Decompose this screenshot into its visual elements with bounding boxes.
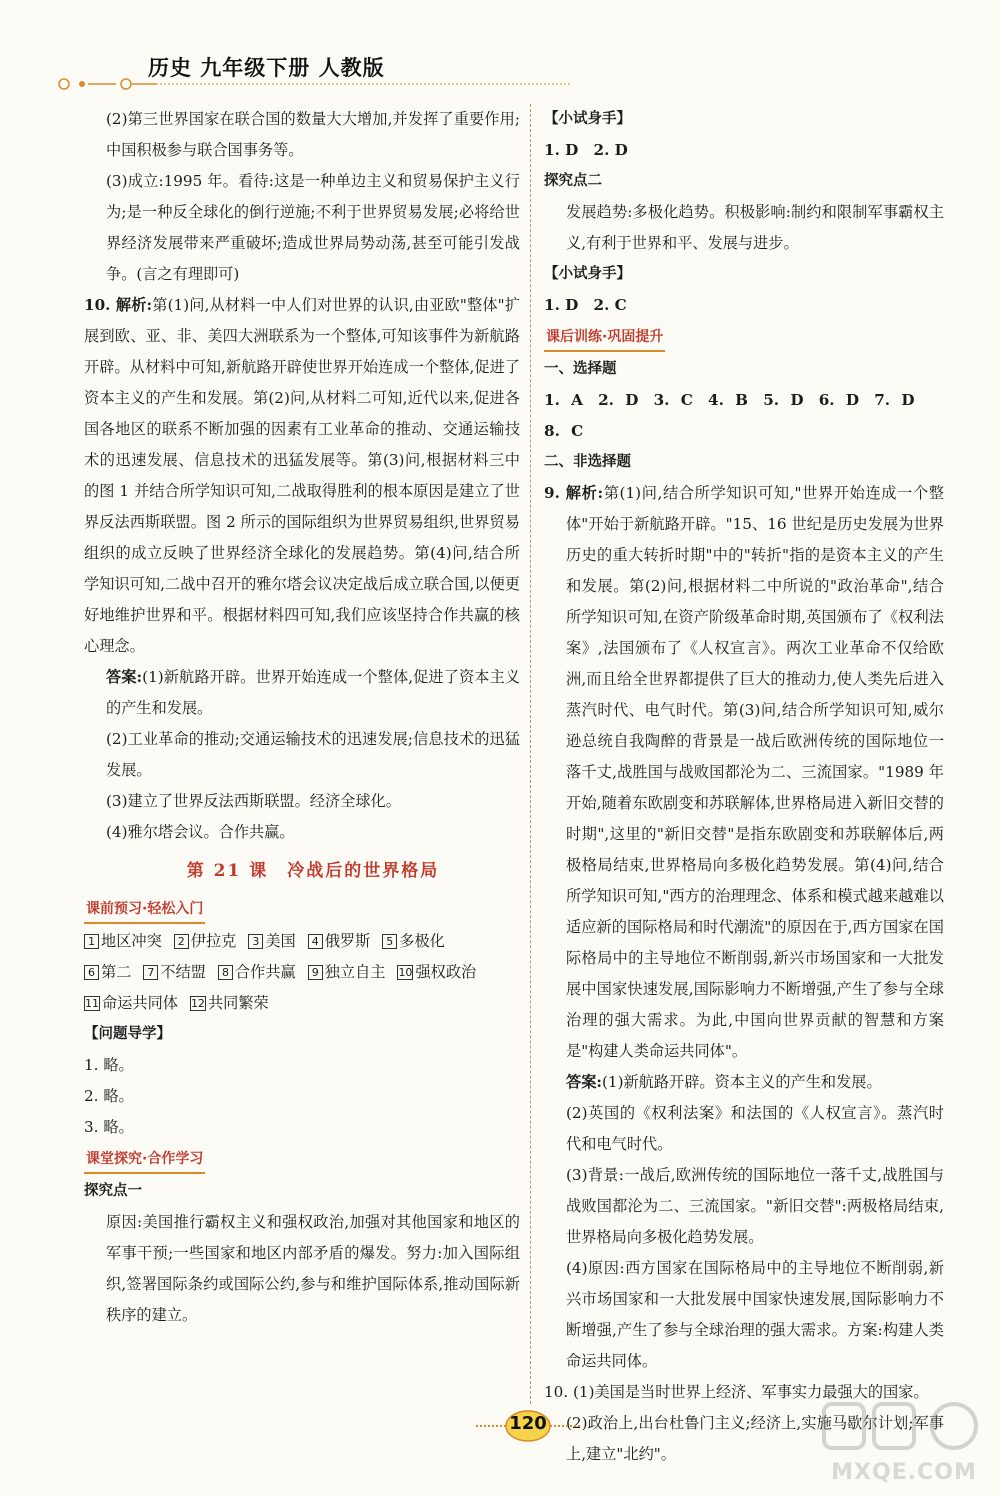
question-9-analysis bbox=[544, 478, 944, 1067]
analysis-label: 9. 解析: bbox=[544, 484, 604, 502]
keyword-text: 第二 bbox=[101, 963, 132, 981]
keyword-number: 3 bbox=[248, 934, 263, 949]
keyword-item bbox=[308, 926, 371, 957]
answer-line: (2)英国的《权利法案》和法国的《人权宣言》。蒸汽时代和电气时代。 bbox=[566, 1104, 944, 1153]
keyword-text: 美国 bbox=[265, 932, 296, 950]
guide-item: 1. 略。 bbox=[84, 1056, 134, 1074]
section-heading: 二、非选择题 bbox=[544, 454, 631, 470]
keyword-row bbox=[84, 988, 520, 1019]
watermark bbox=[814, 1398, 994, 1494]
keyword-item bbox=[84, 988, 178, 1019]
keyword-text: 伊拉克 bbox=[190, 932, 237, 950]
section-banner-preview: 课前预习·轻松入门 bbox=[84, 897, 205, 924]
keyword-item bbox=[190, 988, 269, 1019]
analysis-label: 10. 解析: bbox=[84, 296, 153, 314]
answer-line: (3)背景:一战后,欧洲传统的国际地位一落千丈,战胜国与战败国都沦为二、三流国家。"新旧交替":两极格局结束,世界格局向多极化趋势发展。 bbox=[566, 1166, 944, 1246]
try-answers: 1. D 2. D bbox=[544, 141, 628, 159]
keyword-number: 5 bbox=[382, 934, 397, 949]
keyword-item bbox=[143, 957, 206, 988]
question-10-analysis bbox=[84, 290, 520, 662]
keyword-item bbox=[248, 926, 295, 957]
answer-line: (2)工业革命的推动;交通运输技术的迅速发展;信息技术的迅猛发展。 bbox=[106, 730, 520, 779]
section-heading: 一、选择题 bbox=[544, 361, 617, 377]
try-heading: 【小试身手】 bbox=[544, 266, 631, 282]
page-number: 120 bbox=[509, 1413, 547, 1434]
keyword-grid bbox=[84, 926, 520, 1019]
paragraph: (2)第三世界国家在联合国的数量大大增加,并发挥了重要作用;中国积极参与联合国事务等。 bbox=[106, 110, 520, 159]
answer-line: (4)原因:西方国家在国际格局中的主导地位不断削弱,新兴市场国家和一大批发展中国家快速发展,国际影响力不断增强,产生了参与全球治理的强大需求。方案:构建人类命运共同体。 bbox=[566, 1259, 944, 1370]
keyword-row bbox=[84, 926, 520, 957]
keyword-item bbox=[397, 957, 476, 988]
try-answers: 1. D 2. C bbox=[544, 296, 627, 314]
keyword-text: 多极化 bbox=[399, 932, 445, 950]
keyword-text: 合作共赢 bbox=[234, 963, 296, 981]
keyword-item bbox=[174, 926, 237, 957]
explore-text: 原因:美国推行霸权主义和强权政治,加强对其他国家和地区的军事干预;一些国家和地区内部矛盾的爆发。努力:加入国际组织,签署国际条约或国际公约,参与和维护国际体系,推动国际新秩序的建立。 bbox=[106, 1213, 520, 1324]
answer-line: (3)建立了世界反法西斯联盟。经济全球化。 bbox=[106, 792, 401, 810]
guide-item: 2. 略。 bbox=[84, 1087, 134, 1105]
answer-text: (1)新航路开辟。世界开始连成一个整体,促进了资本主义的产生和发展。 bbox=[106, 668, 521, 717]
keyword-row bbox=[84, 957, 520, 988]
column-divider bbox=[530, 104, 531, 1404]
keyword-text: 不结盟 bbox=[160, 963, 206, 981]
guide-item: 3. 略。 bbox=[84, 1118, 134, 1136]
keyword-number: 10 bbox=[398, 966, 413, 979]
keyword-item bbox=[218, 957, 296, 988]
right-column bbox=[544, 104, 944, 1470]
page-header bbox=[56, 48, 616, 98]
keyword-item bbox=[308, 957, 386, 988]
left-column bbox=[84, 104, 521, 1331]
guide-heading: 【问题导学】 bbox=[84, 1026, 171, 1042]
analysis-text: 第(1)问,结合所学知识可知,"世界开始连成一个整体"开始于新航路开辟。"15、16 世纪是历史发展为世界历史的重大转折时期"中的"转折"指的是资本主义的产生和发展。第(2)问,根据材料二中所说的"政治革命",结合所学知识可知,在资产阶级革命时期,英国颁布了《权利法案》,法国颁布了《人权宣言》。两次工业革命不仅给欧洲,而且给全世界都提供了巨大的推动力,使人类先后进入蒸汽时代、电气时代。第(3)问,结合所学知识可知,威尔逊总统自我陶醉的背景是一战后欧洲传统的国际地位一落千丈,战胜国与战败国都沦为二、三流国家。"1989 年开始,随着东欧剧变和苏联解体,世界格局进入新旧交替的时期",这里的"新旧交替"是指东欧剧变和苏联解体后,两极格局结束,世界格局向多极化趋势发展。第(4)问,结合所学知识可知,"西方的治理理念、体系和模式越来越难以适应新的国际格局和时代潮流"的原因在于,西方国家在国际格局中的主导地位不断削弱,新兴市场国家和一大批发展中国家快速发展,国际影响力不断增强,产生了参与全球治理的强大需求。为此,中国向世界贡献的智慧和方案是"构建人类命运共同体"。 bbox=[566, 484, 944, 1060]
answer-label: 答案: bbox=[106, 668, 143, 686]
keyword-number: 7 bbox=[143, 965, 158, 980]
page-number-badge bbox=[476, 1406, 580, 1446]
page-title: 历史 九年级下册 人教版 bbox=[148, 56, 385, 80]
choice-answers: 1. A 2. D 3. C 4. B 5. D 6. D 7. D 8. C bbox=[544, 391, 930, 440]
explore-heading: 探究点二 bbox=[544, 173, 602, 189]
keyword-item bbox=[382, 926, 445, 957]
answer-text: (1)新航路开辟。资本主义的产生和发展。 bbox=[601, 1073, 882, 1091]
keyword-number: 12 bbox=[190, 997, 205, 1010]
keyword-text: 地区冲突 bbox=[101, 932, 162, 950]
keyword-number: 8 bbox=[218, 965, 233, 980]
answer-line: (4)雅尔塔会议。合作共赢。 bbox=[106, 823, 295, 841]
section-banner-class: 课堂探究·合作学习 bbox=[84, 1147, 205, 1174]
analysis-text: 第(1)问,从材料一中人们对世界的认识,由亚欧"整体"扩展到欧、亚、非、美四大洲联系为一个整体,可知该事件为新航路开辟。从材料中可知,新航路开辟使世界开始连成一个整体,促进了资本主义的产生和发展。第(2)问,从材料二可知,近代以来,促进各国各地区的联系不断加强的因素有工业革命的推动、交通运输技术的迅速发展、信息技术的迅猛发展等。第(3)问,根据材料三中的图 1 并结合所学知识可知,二战取得胜利的根本原因是建立了世界反法西斯联盟。图 2 所示的国际组织为世界贸易组织,世界贸易组织的成立反映了世界经济全球化的发展趋势。第(4)问,结合所学知识可知,二战中召开的雅尔塔会议决定战后成立联合国,以便更好地维护世界和平。根据材料四可知,我们应该坚持合作共赢的核心理念。 bbox=[84, 296, 521, 655]
explore-text: 发展趋势:多极化趋势。积极影响:制约和限制军事霸权主义,有利于世界和平、发展与进步。 bbox=[566, 203, 944, 252]
answer-line bbox=[544, 1067, 944, 1098]
watermark-text: MXQE.COM bbox=[831, 1460, 977, 1485]
watermark-logo-icon bbox=[814, 1398, 994, 1462]
keyword-text: 俄罗斯 bbox=[324, 932, 371, 950]
section-banner-after-class: 课后训练·巩固提升 bbox=[544, 325, 665, 352]
keyword-number: 11 bbox=[85, 997, 99, 1010]
answer-line bbox=[106, 662, 520, 724]
keyword-number: 6 bbox=[84, 965, 99, 980]
answer-line: (2)政治上,出台杜鲁门主义;经济上,实施马歇尔计划;军事上,建立"北约"。 bbox=[566, 1414, 944, 1463]
paragraph: (3)成立:1995 年。看待:这是一种单边主义和贸易保护主义行为;是一种反全球化的倒行逆施;不利于世界贸易发展;必将给世界经济发展带来严重破坏;造成世界局势动荡,甚至可能引发战争。(言之有理即可) bbox=[106, 172, 520, 283]
keyword-number: 9 bbox=[308, 965, 323, 980]
keyword-number: 4 bbox=[308, 934, 323, 949]
explore-heading: 探究点一 bbox=[84, 1183, 142, 1199]
keyword-item bbox=[84, 926, 162, 957]
keyword-text: 独立自主 bbox=[324, 963, 386, 981]
lesson-title: 第 21 课 冷战后的世界格局 bbox=[186, 861, 440, 881]
try-heading: 【小试身手】 bbox=[544, 111, 631, 127]
keyword-number: 2 bbox=[174, 934, 189, 949]
answer-label: 答案: bbox=[566, 1073, 602, 1091]
question-10-answer: 10. (1)美国是当时世界上经济、军事实力最强大的国家。 bbox=[544, 1383, 929, 1401]
keyword-number: 1 bbox=[84, 934, 99, 949]
keyword-item bbox=[84, 957, 131, 988]
keyword-text: 命运共同体 bbox=[102, 994, 178, 1012]
keyword-text: 共同繁荣 bbox=[207, 994, 269, 1012]
keyword-text: 强权政治 bbox=[415, 963, 477, 981]
